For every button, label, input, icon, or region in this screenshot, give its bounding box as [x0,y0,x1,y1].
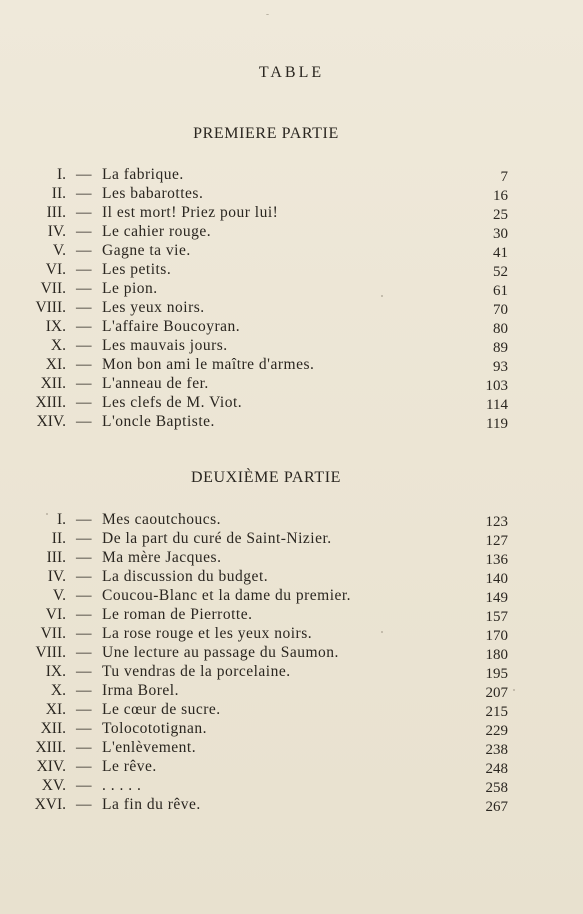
page-number: 136 [485,552,508,568]
chapter-number: IV. [47,223,66,240]
page-number: 207 [485,685,508,701]
paper-speck [266,14,269,15]
chapter-number: X. [50,682,66,699]
entry-dash: — [76,242,92,259]
chapter-number: IX. [45,663,66,680]
toc-entry [0,795,583,814]
chapter-title: L'enlèvement. [102,739,197,756]
entry-dash: — [76,299,92,316]
toc-entry [0,776,583,795]
entry-dash: — [76,701,92,718]
toc-entry [0,298,583,317]
toc-entry [0,393,583,412]
toc-entry [0,355,583,374]
toc-entry [0,165,583,184]
chapter-title: Le cœur de sucre. [102,701,221,718]
entry-dash: — [76,663,92,680]
entry-dash: — [76,644,92,661]
chapter-title: La rose rouge et les yeux noirs. [102,625,313,642]
page-number: 25 [493,207,508,223]
page-number: 119 [486,416,508,432]
entry-dash: — [76,568,92,585]
page-number: 267 [485,799,508,815]
chapter-number: VIII. [35,299,66,316]
page-number: 229 [485,723,508,739]
chapter-title: La discussion du budget. [102,568,269,585]
chapter-title: . . . . . [102,777,142,794]
page-number: 103 [485,378,508,394]
toc-entry [0,681,583,700]
chapter-title: Une lecture au passage du Saumon. [102,644,339,661]
chapter-number: XIII. [35,394,66,411]
part-one-heading: PREMIERE PARTIE [193,125,339,142]
toc-entry [0,279,583,298]
entry-dash: — [76,587,92,604]
entry-dash: — [76,337,92,354]
toc-entry [0,662,583,681]
toc-entry [0,317,583,336]
chapter-number: X. [50,337,66,354]
chapter-title: L'anneau de fer. [102,375,209,392]
chapter-number: VII. [40,280,66,297]
chapter-number: I. [56,511,66,528]
toc-entry [0,624,583,643]
entry-dash: — [76,777,92,794]
chapter-number: XIV. [36,758,66,775]
entry-dash: — [76,261,92,278]
toc-entry [0,529,583,548]
part-two-heading: DEUXIÈME PARTIE [190,469,342,486]
toc-entry [0,260,583,279]
chapter-number: XVI. [34,796,66,813]
chapter-number: IX. [45,318,66,335]
entry-dash: — [76,413,92,430]
chapter-title: Les clefs de M. Viot. [102,394,243,411]
toc-entry [0,184,583,203]
chapter-number: XI. [45,356,66,373]
toc-entry [0,605,583,624]
entry-dash: — [76,682,92,699]
entry-dash: — [76,318,92,335]
page-number: 180 [485,647,508,663]
toc-entry [0,241,583,260]
page-number: 123 [485,514,508,530]
entry-dash: — [76,796,92,813]
entry-dash: — [76,394,92,411]
page-number: 16 [493,188,508,204]
chapter-number: V. [52,587,66,604]
page-number: 195 [485,666,508,682]
entry-dash: — [76,530,92,547]
page-number: 238 [485,742,508,758]
chapter-title: La fabrique. [102,166,184,183]
page-number: 7 [500,169,508,185]
chapter-title: Coucou-Blanc et la dame du premier. [102,587,352,604]
chapter-number: IV. [47,568,66,585]
chapter-title: Tu vendras de la porcelaine. [102,663,291,680]
chapter-title: Les mauvais jours. [102,337,228,354]
entry-dash: — [76,739,92,756]
toc-entry [0,222,583,241]
chapter-number: V. [52,242,66,259]
entry-dash: — [76,375,92,392]
chapter-number: II. [51,530,66,547]
page-number: 157 [485,609,508,625]
entry-dash: — [76,280,92,297]
chapter-title: L'affaire Boucoyran. [102,318,241,335]
chapter-title: Le roman de Pierrotte. [102,606,253,623]
chapter-title: La fin du rêve. [102,796,201,813]
page-number: 52 [493,264,508,280]
chapter-number: VII. [40,625,66,642]
chapter-title: Irma Borel. [102,682,179,699]
page-number: 61 [493,283,508,299]
toc-entry [0,567,583,586]
chapter-title: Ma mère Jacques. [102,549,222,566]
entry-dash: — [76,625,92,642]
chapter-number: VI. [45,261,66,278]
page-number: 170 [485,628,508,644]
toc-entry [0,336,583,355]
toc-entry [0,510,583,529]
chapter-number: II. [51,185,66,202]
toc-entry [0,586,583,605]
chapter-title: Les petits. [102,261,172,278]
toc-entry [0,719,583,738]
chapter-number: XII. [40,720,66,737]
page-number: 215 [485,704,508,720]
chapter-number: VI. [45,606,66,623]
chapter-title: Le rêve. [102,758,157,775]
page-number: 258 [485,780,508,796]
page-number: 93 [493,359,508,375]
toc-entry [0,643,583,662]
toc-entry [0,203,583,222]
part-one-chapter-list [0,165,583,431]
toc-entry [0,757,583,776]
page-number: 70 [493,302,508,318]
chapter-title: Mes caoutchoucs. [102,511,222,528]
chapter-title: Les babarottes. [102,185,204,202]
page-number: 114 [486,397,508,413]
entry-dash: — [76,511,92,528]
chapter-title: Mon bon ami le maître d'armes. [102,356,315,373]
toc-entry [0,374,583,393]
page-number: 41 [493,245,508,261]
chapter-number: XII. [40,375,66,392]
page-number: 30 [493,226,508,242]
chapter-number: VIII. [35,644,66,661]
chapter-number: I. [56,166,66,183]
chapter-number: III. [46,204,66,221]
page-title: TABLE [258,64,325,81]
chapter-title: Gagne ta vie. [102,242,191,259]
entry-dash: — [76,223,92,240]
toc-entry [0,548,583,567]
entry-dash: — [76,758,92,775]
chapter-title: Les yeux noirs. [102,299,205,316]
chapter-number: XIV. [36,413,66,430]
chapter-number: XI. [45,701,66,718]
chapter-title: Il est mort! Priez pour lui! [102,204,279,221]
toc-entry [0,700,583,719]
entry-dash: — [76,204,92,221]
chapter-title: L'oncle Baptiste. [102,413,215,430]
page-number: 248 [485,761,508,777]
chapter-title: De la part du curé de Saint-Nizier. [102,530,332,547]
toc-entry [0,412,583,431]
entry-dash: — [76,185,92,202]
entry-dash: — [76,720,92,737]
entry-dash: — [76,166,92,183]
chapter-number: XIII. [35,739,66,756]
entry-dash: — [76,356,92,373]
chapter-number: III. [46,549,66,566]
chapter-number: XV. [41,777,66,794]
entry-dash: — [76,549,92,566]
entry-dash: — [76,606,92,623]
page-number: 80 [493,321,508,337]
page-number: 140 [485,571,508,587]
part-two-chapter-list [0,510,583,814]
chapter-title: Tolocototignan. [102,720,207,737]
chapter-title: Le cahier rouge. [102,223,212,240]
toc-entry [0,738,583,757]
page-number: 89 [493,340,508,356]
page-number: 149 [485,590,508,606]
page-number: 127 [485,533,508,549]
chapter-title: Le pion. [102,280,158,297]
